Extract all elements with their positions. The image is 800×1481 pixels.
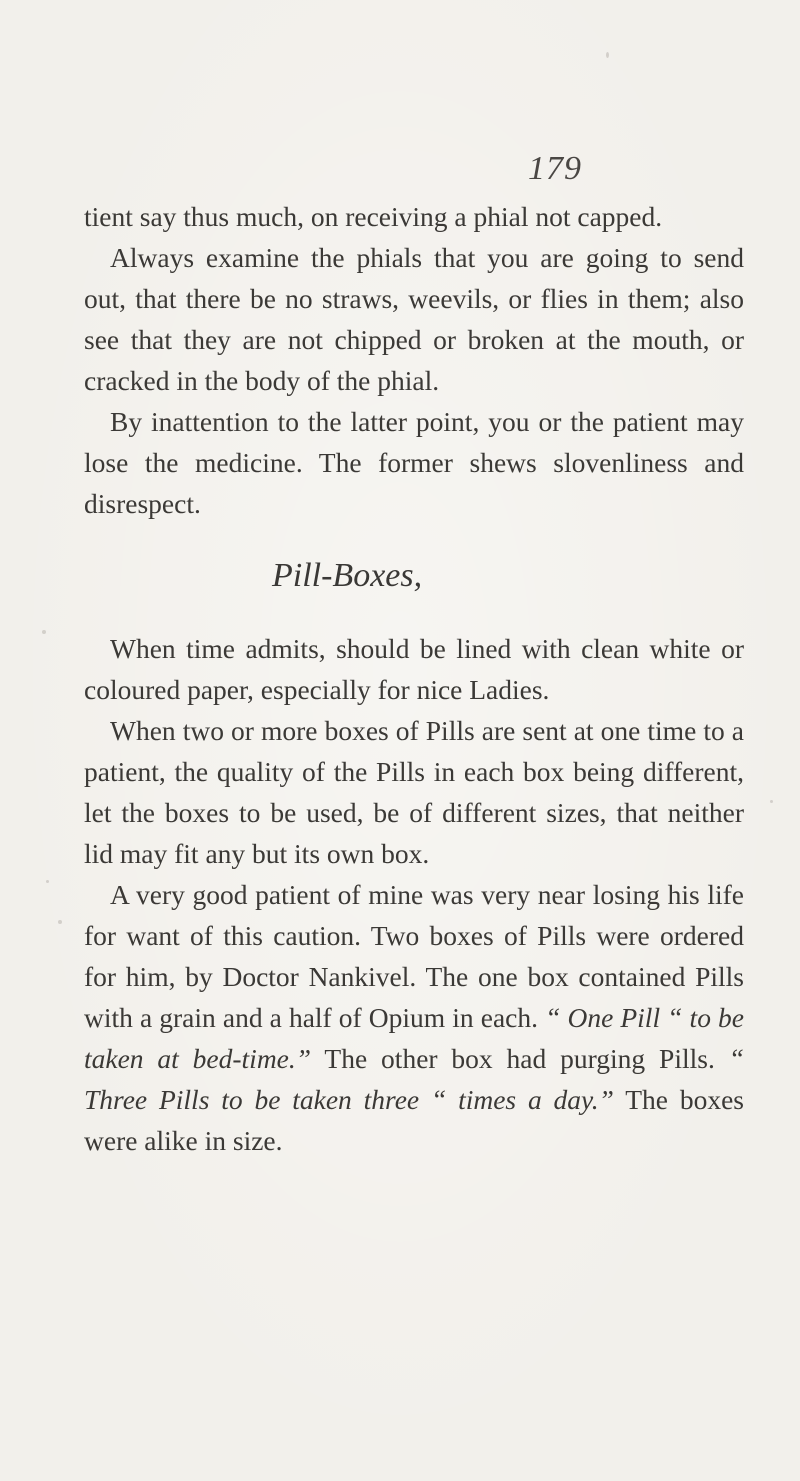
paragraph-lining: When time admits, should be lined with clean white or coloured paper, especially for nice Ladies. [84, 633, 744, 705]
paragraph-anecdote [84, 874, 744, 1161]
anecdote-text-2: The other box had purging Pills. [311, 1043, 729, 1074]
paper-speck [606, 52, 609, 58]
paragraph-examine-phials: Always examine the phials that you are going to send out, that there be no straws, weevils, or flies in them; also see that they are not chipped or broken at the mouth, or cracked in the body of the phial. [84, 242, 744, 396]
anecdote-text-1: A very good patient of mine was very near losing his life for want of this caution. Two boxes of Pills were ordered for him, by Doctor Nankivel. The one box contained Pills with a grain and a half of Opium in each. [84, 879, 744, 1033]
anecdote-quote-1: “ One Pill “ to be taken at bed-time.” [84, 1002, 744, 1074]
paragraph-continuation: tient say thus much, on receiving a phial not capped. [84, 201, 663, 232]
paper-speck [42, 630, 46, 634]
page-body [84, 196, 744, 1161]
section-heading: Pill-Boxes, [272, 557, 423, 594]
paper-speck [770, 800, 773, 803]
page-number: 179 [528, 150, 582, 187]
anecdote-quote-2: “ Three Pills to be taken three “ times a day.” [84, 1043, 744, 1115]
anecdote-text-3: The boxes were alike in size. [84, 1084, 745, 1156]
paper-speck [46, 880, 49, 883]
paragraph-inattention: By inattention to the latter point, you or the patient may lose the medicine. The former shews slovenliness and disrespect. [84, 406, 744, 519]
paragraph-box-sizes: When two or more boxes of Pills are sent at one time to a patient, the quality of the Pills in each box being different, let the boxes to be used, be of different sizes, that neither lid may fit any but its own box. [84, 715, 744, 869]
paper-speck [58, 920, 62, 924]
